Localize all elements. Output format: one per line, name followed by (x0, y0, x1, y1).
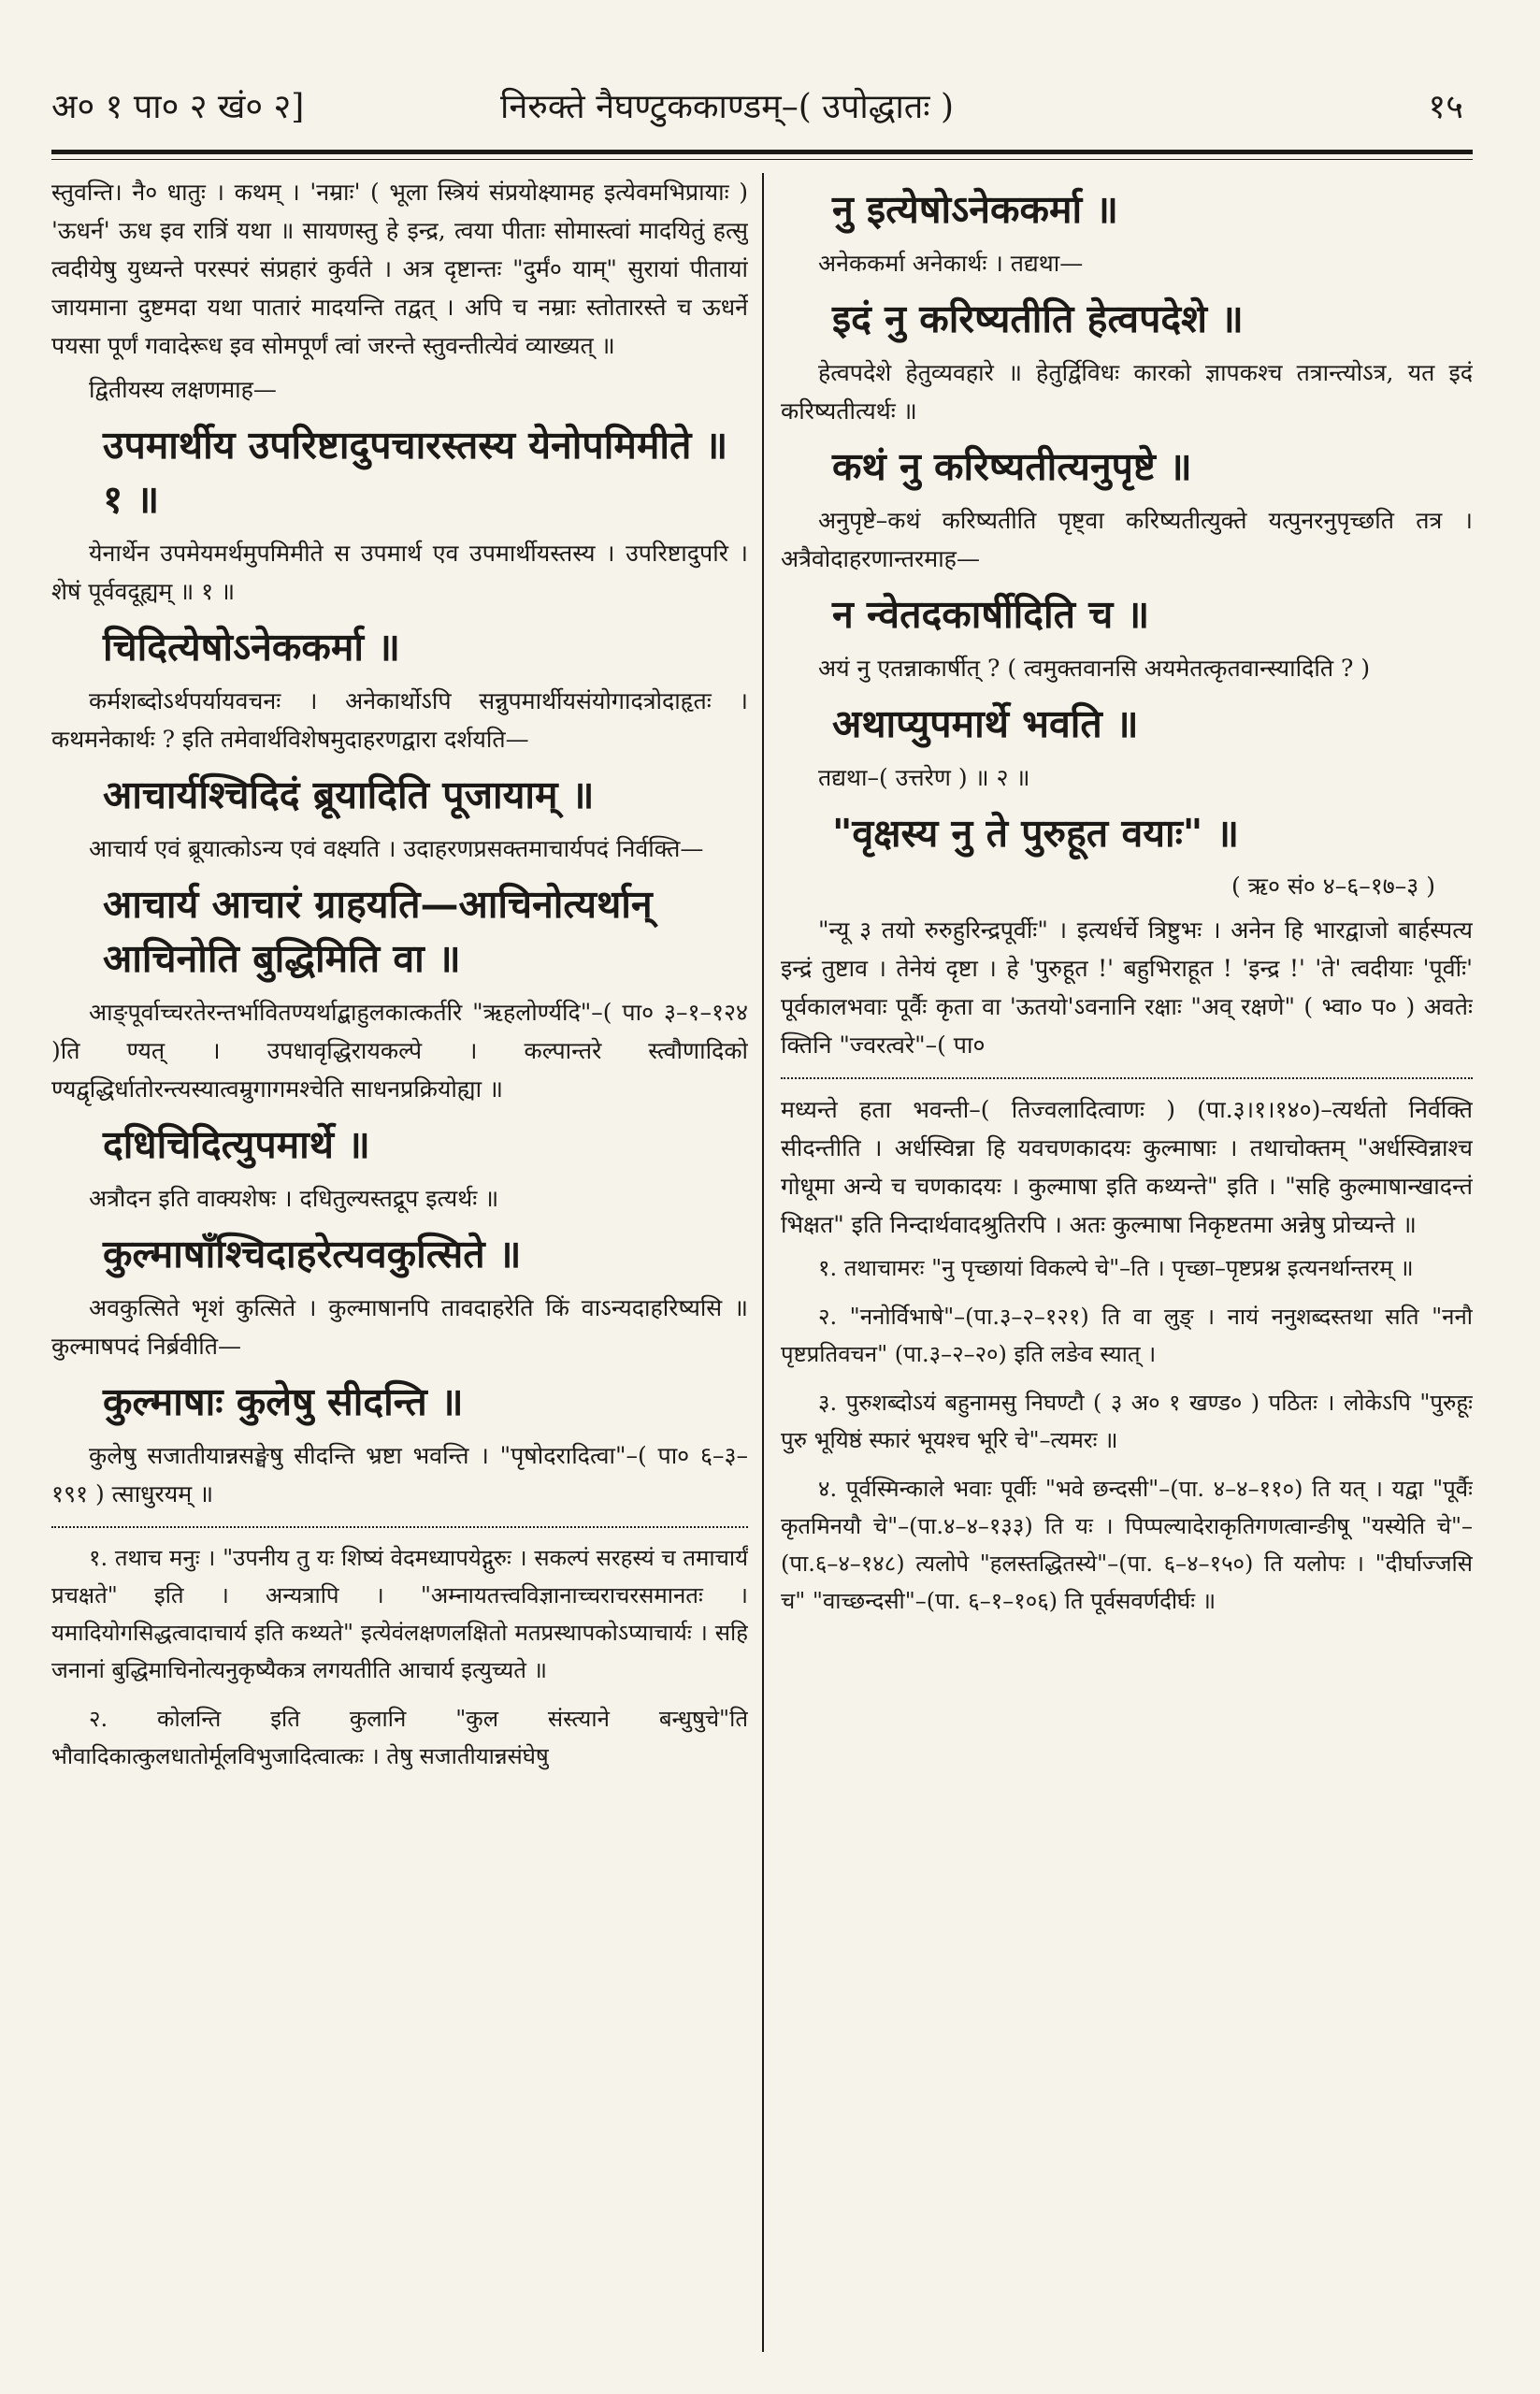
sutra-text: दधिचिदित्युपमार्थे ॥ (103, 1122, 370, 1167)
column-divider (762, 173, 764, 2352)
rigveda-reference: ( ऋ० सं० ४–६–१७–३ ) (1231, 873, 1435, 900)
commentary-paragraph: अनुपृष्टे–कथं करिष्यतीति पृष्ट्वा करिष्यतीत्युक्ते यत्पुनरनुपृच्छति तत्र । अत्रैवोदाहरणान्तरमाह— (781, 507, 1473, 572)
commentary-paragraph: कुलेषु सजातीयान्नसङ्घेषु सीदन्ति भ्रष्टा भवन्ति । "पृषोदरादित्वा"–( पा० ६–३–१९१ ) त्साधुरयम् ॥ (51, 1442, 748, 1507)
commentary-paragraph: अयं नु एतन्नाकार्षीत् ? ( त्वमुक्तवानसि अयमेतत्कृतवान्स्यादिति ? ) (818, 655, 1371, 682)
commentary-paragraph: आचार्य एवं ब्रूयात्कोऽन्य एवं वक्ष्यति । उदाहरणप्रसक्तमाचार्यपदं निर्वक्ति— (89, 835, 704, 862)
page-number: १५ (1428, 88, 1463, 126)
sutra-text: कथं नु करिष्यतीत्यनुपृष्टे ॥ (832, 444, 1192, 489)
footnote: ४. पूर्वस्मिन्काले भवाः पूर्वीः "भवे छन्दसी"–(पा. ४–४–११०) ति यत् । यद्वा "पूर्वैः कृतमिनयौ चे"–(पा.४–४–१३३) ति यः । पिप्पल्यादेराकृतिगणत्वान्ङीषू "यस्येति चे"–(पा.६–४–१४८) त्यलोपे "हलस्तद्धितस्ये"–(पा. ६–४–१५०) ति यलोपः । "दीर्घाज्जसि च" "वाच्छन्दसी"–(पा. ६–१–१०६) ति पूर्वसवर्णदीर्घः ॥ (781, 1476, 1473, 1614)
sutra-text: आचार्य आचारं ग्राहयति—आचिनोत्यर्थान् आचिनोति बुद्धिमिति वा ॥ (103, 882, 653, 981)
sutra-text: कुल्माषाँश्चिदाहरेत्यवकुत्सिते ॥ (103, 1232, 522, 1276)
commentary-paragraph: अत्रौदन इति वाक्यशेषः । दधितुल्यस्तद्रूप इत्यर्थः ॥ (89, 1185, 499, 1212)
commentary-paragraph: अनेककर्मा अनेकार्थः । तद्यथा— (818, 250, 1084, 277)
commentary-paragraph: द्वितीयस्य लक्षणमाह— (89, 376, 277, 403)
sutra-text: चिदित्येषोऽनेककर्मा ॥ (103, 625, 400, 670)
right-column (781, 173, 1473, 2352)
sutra-text: कुल्माषाः कुलेषु सीदन्ति ॥ (103, 1379, 464, 1424)
commentary-paragraph: अवकुत्सिते भृशं कुत्सिते । कुल्माषानपि तावदाहरेति किं वाऽन्यदाहरिष्यसि ॥ कुल्माषपदं निर्ब्रवीति— (51, 1294, 748, 1360)
footnote: ३. पुरुशब्दोऽयं बहुनामसु निघण्टौ ( ३ अ० १ खण्ड० ) पठितः । लोकेऽपि "पुरुहूः पुरु भूयिष्ठं स्फारं भूयश्च भूरि चे"–त्यमरः ॥ (781, 1390, 1473, 1453)
footnote: १. तथाच मनुः । "उपनीय तु यः शिष्यं वेदमध्यापयेद्गुरुः । सकल्पं सरहस्यं च तमाचार्यं प्रचक्षते" इति । अन्यत्रापि । "अम्नायतत्त्वविज्ञानाच्चराचरसमानतः । यमादियोगसिद्धत्वादाचार्य इति कथ्यते" इत्येवंलक्षणलक्षितो मतप्रस्थापकोऽप्याचार्यः । सहि जनानां बुद्धिमाचिनोत्यनुकृष्यैकत्र लगयतीति आचार्य इत्युच्यते ॥ (51, 1545, 748, 1683)
sutra-text: अथाप्युपमार्थे भवति ॥ (832, 701, 1139, 746)
commentary-paragraph: येनार्थेन उपमेयमर्थमुपमिमीते स उपमार्थ एव उपमार्थीयस्तस्य । उपरिष्टादुपरि । शेषं पूर्ववदूह्यम् ॥ १ ॥ (51, 540, 748, 605)
sutra-text: इदं नु करिष्यतीति हेत्वपदेशे ॥ (832, 296, 1244, 341)
commentary-continuation: मध्यन्ते हता भवन्ती–( तिज्वलादित्वाणः ) (पा.३।१।१४०)–त्यर्थतो निर्वक्ति सीदन्तीति । अर्धस्विन्ना हि यवचणकादयः कुल्माषाः । तथाचोक्तम् "अर्धस्विन्नाश्च गोधूमा अन्ये च चणकादयः । कुल्माषा इति कथ्यन्ते" इति । "सहि कुल्माषान्खादन्तं भिक्षत" इति निन्दार्थवादश्रुतिरपि । अतः कुल्माषा निकृष्टतमा अन्नेषु प्रोच्यन्ते ॥ (781, 1096, 1473, 1238)
sutra-text: उपमार्थीय उपरिष्टादुपचारस्तस्य येनोपमिमीते ॥ १ ॥ (103, 423, 728, 522)
commentary-paragraph: हेत्वपदेशे हेतुव्यवहारे ॥ हेतुर्द्विविधः कारको ज्ञापकश्च तत्रान्त्योऽत्र, यत इदं करिष्यतीत्यर्थः ॥ (781, 359, 1473, 425)
rigveda-quote: "वृक्षस्य नु ते पुरुहूत वयाः" ॥ (832, 811, 1240, 856)
commentary-paragraph: तद्यथा–( उत्तरेण ) ॥ २ ॥ (818, 764, 1030, 791)
header-section-ref: अ० १ पा० २ खं० २] (51, 88, 305, 126)
footnote: १. तथाचामरः "नु पृच्छायां विकल्पे चे"–ति । पृच्छा–पृष्टप्रश्न इत्यनर्थान्तरम् ॥ (818, 1255, 1414, 1281)
commentary-paragraph: "न्यू ३ तयो रुरुहुरिन्द्रपूर्वीः" । इत्यर्धर्चे त्रिष्टुभः । अनेन हि भारद्वाजो बार्हस्पत्य इन्द्रं तुष्टाव । तेनेयं दृष्टा । हे 'पुरुहूत !' बहुभिराहूत ! 'इन्द्र !' 'ते' त्वदीयाः 'पूर्वीः' पूर्वकालभवाः पूर्वैः कृता वा 'ऊतयो'ऽवनानि रक्षाः "अव् रक्षणे" ( भ्वा० प० ) अवतेः क्तिनि "ज्वरत्वरे"–( पा० (781, 916, 1473, 1059)
header-rule-thin (51, 159, 1473, 160)
footnote: २. "ननोर्विभाषे"–(पा.३–२–१२१) ति वा लुङ् । नायं ननुशब्दस्तथा सति "ननौ पृष्टप्रतिवचन" (पा.३–२–२०) इति लङेव स्यात् । (781, 1304, 1473, 1367)
footnote: २. कोलन्ति इति कुलानि "कुल संस्त्याने बन्धुषुचे"ति भौवादिकात्कुलधातोर्मूलविभुजादित्वात्कः । तेषु सजातीयान्नसंघेषु (51, 1706, 748, 1769)
sutra-text: आचार्यश्चिदिदं ब्रूयादिति पूजायाम् ॥ (103, 772, 595, 817)
footnote-separator (781, 1077, 1473, 1079)
footnote-separator (51, 1526, 748, 1528)
commentary-paragraph: स्तुवन्ति। नै० धातुः । कथम् । 'नम्राः' ( भूला स्त्रियं संप्रयोक्ष्यामह इत्येवमभिप्रायाः ) 'ऊधर्न' ऊध इव रात्रिं यथा ॥ सायणस्तु हे इन्द्र, त्वया पीताः सोमास्त्वां मादयितुं हत्सु त्वदीयेषु युध्यन्ते परस्परं संप्रहारं कुर्वते । अत्र दृष्टान्तः "दुर्मं० याम्" सुरायां पीतायां जायमाना दुष्टमदा यथा पातारं मादयन्ति तद्वत् । अपि च नम्राः स्तोतारस्ते च ऊधर्ने पयसा पूर्णं गवादेरूध इव सोमपूर्णं त्वां जरन्ते स्तुवन्तीत्येवं व्याख्यत् ॥ (51, 179, 748, 359)
sutra-text: नु इत्येषोऽनेककर्मा ॥ (832, 187, 1118, 232)
left-column (51, 173, 748, 2352)
header-title: निरुक्ते नैघण्टुककाण्डम्–( उपोद्धातः ) (500, 88, 955, 126)
running-header (51, 79, 1473, 136)
sutra-text: न न्वेतदकार्षीदिति च ॥ (832, 592, 1150, 637)
commentary-paragraph: कर्मशब्दोऽर्थपर्यायवचनः । अनेकार्थोऽपि सन्नुपमार्थीयसंयोगादत्रोदाहृतः । कथमनेकार्थः ? इति तमेवार्थविशेषमुदाहरणद्वारा दर्शयति— (51, 687, 748, 753)
commentary-paragraph: आङ्पूर्वाच्चरतेरन्तर्भावितण्यर्थाद्बाहुलकात्कर्तरि "ऋहलोर्ण्यदि"–( पा० ३–१–१२४ )ति ण्यत् । उपधावृद्धिरायकल्पे । कल्पान्तरे स्त्वौणादिको ण्यद्वृद्धिर्धातोरन्त्यस्यात्वम्रुगागमश्चेति साधनप्रक्रियोह्या ॥ (51, 999, 748, 1103)
header-rule-thick (51, 150, 1473, 154)
